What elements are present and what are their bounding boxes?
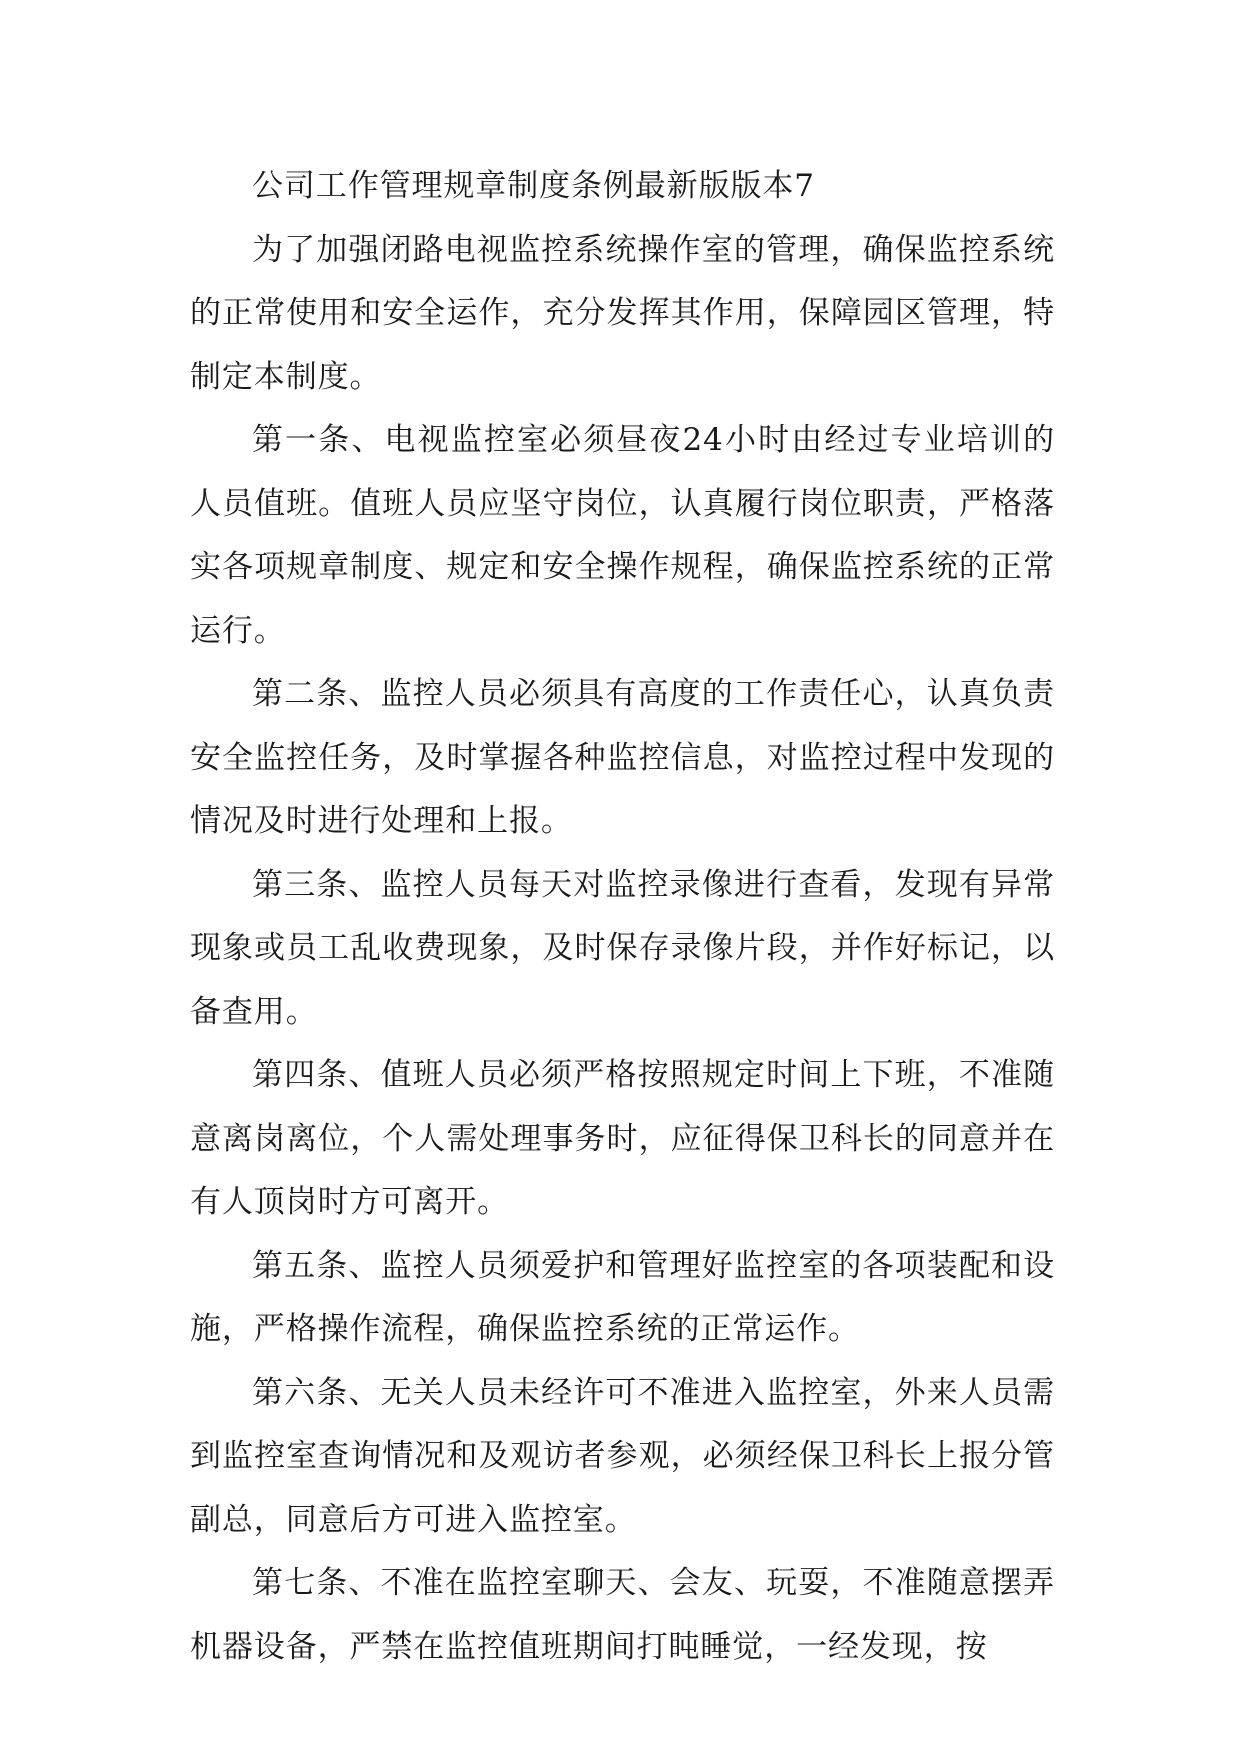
article-5-paragraph: 第五条、监控人员须爱护和管理好监控室的各项装配和设施，严格操作流程，确保监控系统的正常运作。 — [190, 1247, 1055, 1347]
article-1-paragraph: 第一条、电视监控室必须昼夜24小时由经过专业培训的人员值班。值班人员应坚守岗位，认真履行岗位职责，严格落实各项规章制度、规定和安全操作规程，确保监控系统的正常运行。 — [190, 422, 1055, 649]
intro-paragraph: 为了加强闭路电视监控系统操作室的管理，确保监控系统的正常使用和安全运作，充分发挥其作用，保障园区管理，特制定本制度。 — [190, 231, 1055, 395]
article-3-paragraph: 第三条、监控人员每天对监控录像进行查看，发现有异常现象或员工乱收费现象，及时保存录像片段，并作好标记，以备查用。 — [190, 866, 1055, 1030]
article-7-paragraph: 第七条、不准在监控室聊天、会友、玩耍，不准随意摆弄机器设备，严禁在监控值班期间打盹睡觉，一经发现，按 — [190, 1565, 1055, 1665]
article-4-paragraph: 第四条、值班人员必须严格按照规定时间上下班，不准随意离岗离位，个人需处理事务时，应征得保卫科长的同意并在有人顶岗时方可离开。 — [190, 1057, 1055, 1220]
document-body — [190, 155, 1055, 1679]
document-title: 公司工作管理规章制度条例最新版版本7 — [252, 168, 815, 204]
article-6-paragraph: 第六条、无关人员未经许可不准进入监控室，外来人员需到监控室查询情况和及观访者参观，必须经保卫科长上报分管副总，同意后方可进入监控室。 — [190, 1374, 1055, 1538]
article-2-paragraph: 第二条、监控人员必须具有高度的工作责任心，认真负责安全监控任务，及时掌握各种监控信息，对监控过程中发现的情况及时进行处理和上报。 — [190, 676, 1055, 839]
